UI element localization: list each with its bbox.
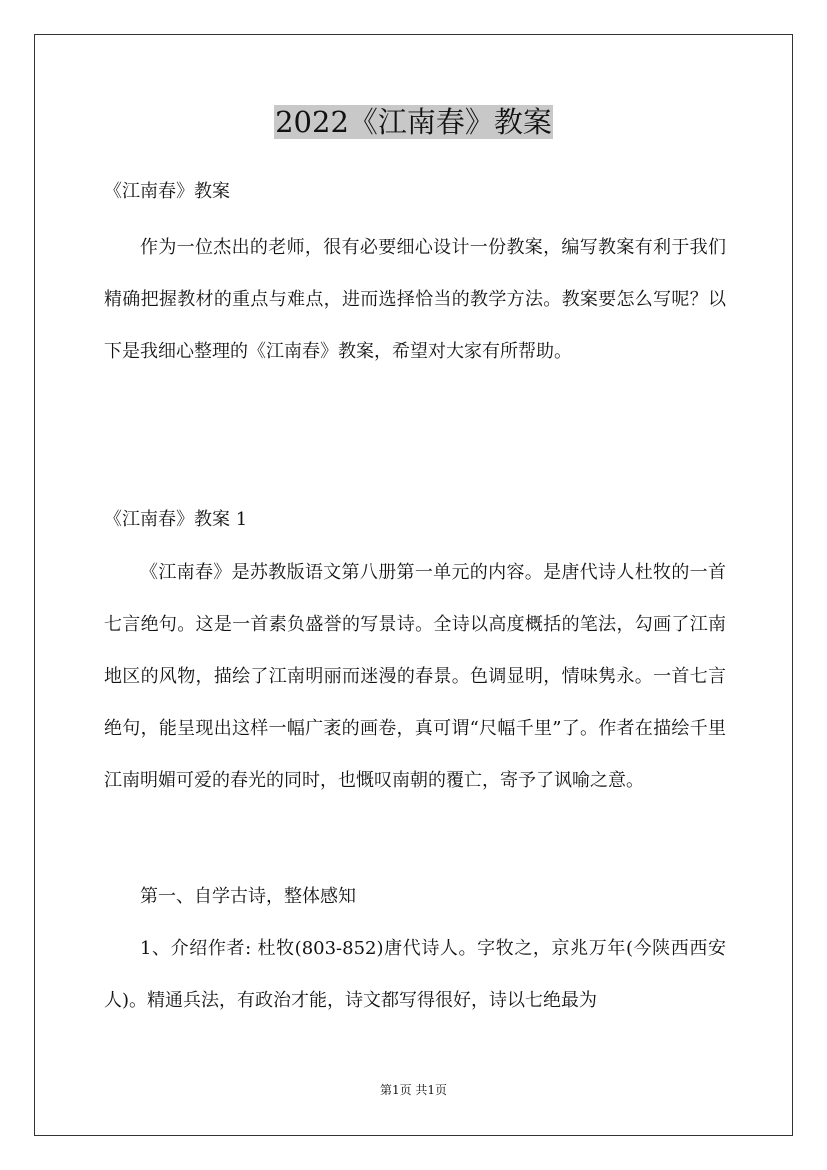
intro-paragraph: 作为一位杰出的老师，很有必要细心设计一份教案，编写教案有利于我们精确把握教材的重点与难点，进而选择恰当的教学方法。教案要怎么写呢？以下是我细心整理的《江南春》教案，希望对大家有所帮助。 [104, 237, 726, 362]
page-footer: 第1页 共1页 [379, 1083, 448, 1097]
document-title: 2022《江南春》教案 [275, 105, 552, 139]
body-paragraph-3: 1、介绍作者: 杜牧(803-852)唐代诗人。字牧之，京兆万年(今陕西西安人)。精通兵法，有政治才能，诗文都写得很好，诗以七绝最为 [104, 938, 726, 1011]
document-title-wrap [0, 103, 827, 141]
section-heading-main: 《江南春》教案 [104, 181, 230, 202]
body-paragraph-2: 第一、自学古诗，整体感知 [140, 886, 356, 907]
body-paragraph-1: 《江南春》是苏教版语文第八册第一单元的内容。是唐代诗人杜牧的一首七言绝句。这是一首素负盛誉的写景诗。全诗以高度概括的笔法，勾画了江南地区的风物，描绘了江南明丽而迷漫的春景。色调显明，情味隽永。一首七言绝句，能呈现出这样一幅广袤的画卷，真可谓“尺幅千里”了。作者在描绘千里江南明媚可爱的春光的同时，也慨叹南朝的覆亡，寄予了讽喻之意。 [104, 562, 726, 791]
section-heading-1: 《江南春》教案 1 [104, 509, 248, 530]
